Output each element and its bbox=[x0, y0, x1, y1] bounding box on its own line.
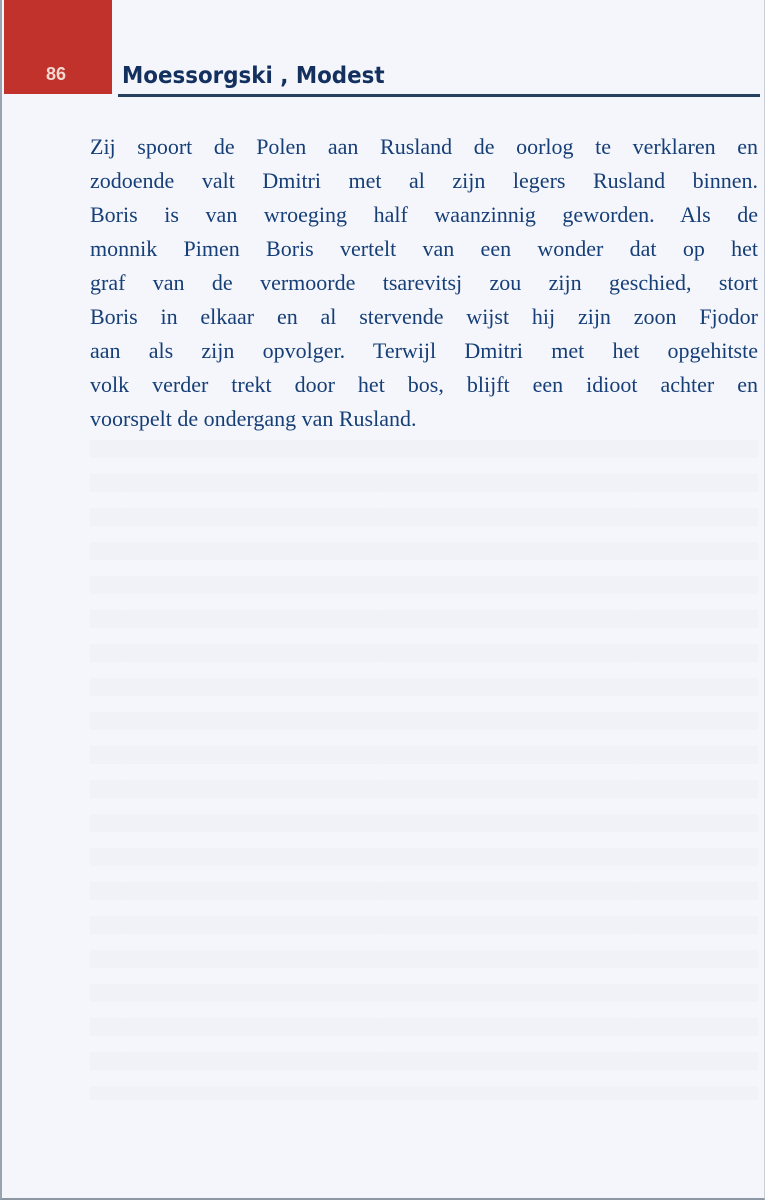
text-line: Boris is van wroeging half waanzinnig geworden. Als de bbox=[90, 202, 758, 227]
text-line: zodoende valt Dmitri met al zijn legers Rusland binnen. bbox=[90, 168, 758, 193]
text-line: voorspelt de ondergang van Rusland. bbox=[90, 406, 417, 431]
text-line: Zij spoort de Polen aan Rusland de oorlog te verklaren en bbox=[90, 134, 758, 159]
page-title: Moessorgski , Modest bbox=[122, 63, 385, 89]
page-number: 86 bbox=[46, 64, 67, 84]
body-paragraph bbox=[90, 130, 758, 436]
show-through-text bbox=[90, 440, 758, 1100]
text-line: volk verder trekt door het bos, blijft een idioot achter en bbox=[90, 372, 758, 397]
text-line: graf van de vermoorde tsarevitsj zou zijn geschied, stort bbox=[90, 270, 758, 295]
text-line: Boris in elkaar en al stervende wijst hij zijn zoon Fjodor bbox=[90, 304, 758, 329]
text-line: monnik Pimen Boris vertelt van een wonder dat op het bbox=[90, 236, 758, 261]
title-underline bbox=[118, 94, 760, 97]
text-line: aan als zijn opvolger. Terwijl Dmitri met het opgehitste bbox=[90, 338, 758, 363]
